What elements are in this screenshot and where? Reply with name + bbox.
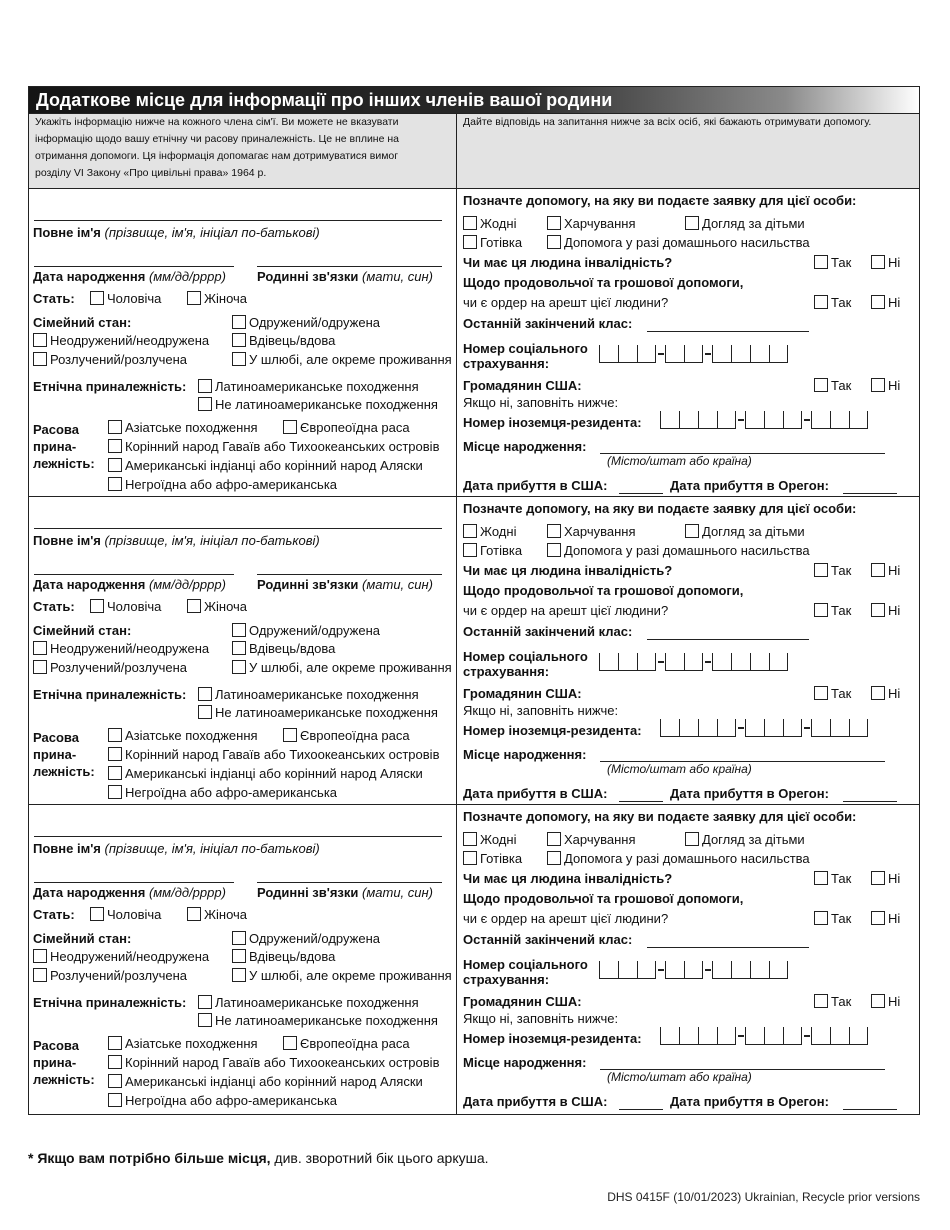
relationship-input[interactable] xyxy=(257,574,442,575)
race-native-option[interactable]: Американські індіанці або корінний народ Аляски xyxy=(108,458,423,473)
race-black-checkbox[interactable] xyxy=(108,785,122,799)
benefit-none-option[interactable]: Жодні xyxy=(463,832,516,847)
member-personal-info xyxy=(29,497,457,804)
disability-yes-checkbox[interactable] xyxy=(814,563,828,577)
benefit-dv-option[interactable]: Допомога у разі домашнього насильства xyxy=(547,543,810,558)
birthplace-hint: (Місто/штат або країна) xyxy=(607,762,752,776)
warrant-no-option[interactable]: Ні xyxy=(871,603,900,618)
dob-label: Дата народження (мм/дд/рррр) xyxy=(33,269,226,284)
warrant-no-option[interactable]: Ні xyxy=(871,295,900,310)
arrival-us-input[interactable] xyxy=(619,1109,663,1110)
relationship-label: Родинні зв'язки (мати, син) xyxy=(257,885,433,900)
benefits-apply-label: Позначте допомогу, на яку ви подаєте заявку для цієї особи: xyxy=(463,501,857,516)
benefit-dv-option[interactable]: Допомога у разі домашнього насильства xyxy=(547,851,810,866)
citizen-yes-option[interactable]: Так xyxy=(814,994,851,1009)
marital-divorced-option[interactable]: Розлучений/розлучена xyxy=(33,968,187,983)
race-label: Расова прина- лежність: xyxy=(33,422,95,471)
marital-married-option[interactable]: Одружений/одружена xyxy=(232,931,380,946)
disability-no-option[interactable]: Ні xyxy=(871,255,900,270)
benefit-cash-checkbox[interactable] xyxy=(463,235,477,249)
sex-male-option[interactable]: Чоловіча xyxy=(90,907,161,922)
grade-input[interactable] xyxy=(647,947,809,948)
race-asian-option[interactable]: Азіатське походження xyxy=(108,728,258,743)
birthplace-hint: (Місто/штат або країна) xyxy=(607,1070,752,1084)
sex-female-checkbox[interactable] xyxy=(187,599,201,613)
citizen-no-checkbox[interactable] xyxy=(871,994,885,1008)
race-black-option[interactable]: Негроїдна або афро-американська xyxy=(108,477,337,492)
benefit-childcare-option[interactable]: Догляд за дітьми xyxy=(685,832,805,847)
marital-single-option[interactable]: Неодружений/неодружена xyxy=(33,333,209,348)
race-white-checkbox[interactable] xyxy=(283,728,297,742)
if-no-note: Якщо ні, заповніть нижче: xyxy=(463,703,619,718)
sex-female-checkbox[interactable] xyxy=(187,907,201,921)
alien-number-input[interactable] xyxy=(660,411,868,429)
sex-row: Стать: xyxy=(33,599,75,614)
benefit-dv-checkbox[interactable] xyxy=(547,543,561,557)
full-name-label: Повне ім'я (прізвище, ім'я, ініціал по-батькові) xyxy=(33,533,320,548)
benefit-none-option[interactable]: Жодні xyxy=(463,216,516,231)
disability-yes-checkbox[interactable] xyxy=(814,255,828,269)
member-benefits-info xyxy=(457,189,919,496)
member-block xyxy=(29,805,919,1114)
race-black-checkbox[interactable] xyxy=(108,477,122,491)
marital-label: Сімейний стан: xyxy=(33,315,132,330)
member-personal-info xyxy=(29,189,457,496)
race-hawaiian-checkbox[interactable] xyxy=(108,1055,122,1069)
race-hawaiian-checkbox[interactable] xyxy=(108,439,122,453)
sex-male-checkbox[interactable] xyxy=(90,907,104,921)
alien-number-input[interactable] xyxy=(660,1027,868,1045)
member-personal-info xyxy=(29,805,457,1114)
arrival-us-label: Дата прибуття в США: xyxy=(463,478,608,493)
disability-question: Чи має ця людина інвалідність? xyxy=(463,255,673,270)
marital-single-option[interactable]: Неодружений/неодружена xyxy=(33,641,209,656)
ethnicity-label: Етнічна приналежність: xyxy=(33,687,187,702)
sex-female-option[interactable]: Жіноча xyxy=(187,907,247,922)
sex-female-option[interactable]: Жіноча xyxy=(187,291,247,306)
marital-divorced-option[interactable]: Розлучений/розлучена xyxy=(33,352,187,367)
ethnicity-non-hispanic-checkbox[interactable] xyxy=(198,397,212,411)
alien-number-label: Номер іноземця-резидента: xyxy=(463,723,642,738)
disability-no-checkbox[interactable] xyxy=(871,255,885,269)
disability-yes-option[interactable]: Так xyxy=(814,563,851,578)
ssn-label: Номер соціального страхування: xyxy=(463,649,588,679)
grade-label: Останній закінчений клас: xyxy=(463,932,633,947)
ethnicity-non-hispanic-checkbox[interactable] xyxy=(198,705,212,719)
arrival-oregon-label: Дата прибуття в Орегон: xyxy=(670,1094,829,1109)
benefit-childcare-option[interactable]: Догляд за дітьми xyxy=(685,524,805,539)
sex-male-checkbox[interactable] xyxy=(90,599,104,613)
if-no-note: Якщо ні, заповніть нижче: xyxy=(463,395,619,410)
form-title: Додаткове місце для інформації про інших членів вашої родини xyxy=(29,87,919,113)
instructions-row xyxy=(29,113,919,189)
additional-members-form xyxy=(28,86,920,1115)
warrant-yes-checkbox[interactable] xyxy=(814,911,828,925)
race-black-option[interactable]: Негроїдна або афро-американська xyxy=(108,1093,337,1108)
instructions-left xyxy=(29,114,457,188)
marital-married-option[interactable]: Одружений/одружена xyxy=(232,315,380,330)
dob-input[interactable] xyxy=(34,266,234,267)
arrival-us-label: Дата прибуття в США: xyxy=(463,786,608,801)
race-native-checkbox[interactable] xyxy=(108,1074,122,1088)
marital-single-checkbox[interactable] xyxy=(33,949,47,963)
arrival-us-label: Дата прибуття в США: xyxy=(463,1094,608,1109)
dob-input[interactable] xyxy=(34,882,234,883)
alien-number-input[interactable] xyxy=(660,719,868,737)
ethnicity-non-hispanic-checkbox[interactable] xyxy=(198,1013,212,1027)
marital-married-checkbox[interactable] xyxy=(232,623,246,637)
disability-yes-checkbox[interactable] xyxy=(814,871,828,885)
ethnicity-label: Етнічна приналежність: xyxy=(33,379,187,394)
warrant-question-line2: чи є ордер на арешт цієї людини? xyxy=(463,295,669,310)
relationship-input[interactable] xyxy=(257,882,442,883)
marital-single-checkbox[interactable] xyxy=(33,333,47,347)
race-asian-checkbox[interactable] xyxy=(108,728,122,742)
citizen-yes-option[interactable]: Так xyxy=(814,686,851,701)
birthplace-label: Місце народження: xyxy=(463,747,587,762)
warrant-question-line2: чи є ордер на арешт цієї людини? xyxy=(463,603,669,618)
citizen-no-option[interactable]: Ні xyxy=(871,378,900,393)
instruction-line: Укажіть інформацію нижче на кожного члена сім'ї. Ви можете не вказувати xyxy=(35,116,399,128)
warrant-question-line1: Щодо продовольчої та грошової допомоги, xyxy=(463,275,744,290)
marital-separated-checkbox[interactable] xyxy=(232,968,246,982)
dob-label: Дата народження (мм/дд/рррр) xyxy=(33,577,226,592)
alien-number-label: Номер іноземця-резидента: xyxy=(463,415,642,430)
warrant-question-line2: чи є ордер на арешт цієї людини? xyxy=(463,911,669,926)
member-benefits-info xyxy=(457,805,919,1114)
citizen-label: Громадянин США: xyxy=(463,378,582,393)
arrival-oregon-label: Дата прибуття в Орегон: xyxy=(670,478,829,493)
ethnicity-hispanic-option[interactable]: Латиноамериканське походження xyxy=(198,995,419,1010)
alien-number-label: Номер іноземця-резидента: xyxy=(463,1031,642,1046)
ethnicity-hispanic-option[interactable]: Латиноамериканське походження xyxy=(198,379,419,394)
benefit-cash-option[interactable]: Готівка xyxy=(463,851,522,866)
marital-single-option[interactable]: Неодружений/неодружена xyxy=(33,949,209,964)
benefit-childcare-checkbox[interactable] xyxy=(685,524,699,538)
arrival-us-input[interactable] xyxy=(619,801,663,802)
birthplace-label: Місце народження: xyxy=(463,1055,587,1070)
grade-input[interactable] xyxy=(647,331,809,332)
sex-male-option[interactable]: Чоловіча xyxy=(90,599,161,614)
marital-widowed-option[interactable]: Вдівець/вдова xyxy=(232,949,335,964)
race-label: Расова прина- лежність: xyxy=(33,1038,95,1087)
disability-no-option[interactable]: Ні xyxy=(871,871,900,886)
ethnicity-non-hispanic-option[interactable]: Не латиноамериканське походження xyxy=(198,1013,438,1028)
marital-widowed-option[interactable]: Вдівець/вдова xyxy=(232,641,335,656)
benefit-food-checkbox[interactable] xyxy=(547,216,561,230)
benefit-food-option[interactable]: Харчування xyxy=(547,524,636,539)
benefit-food-option[interactable]: Харчування xyxy=(547,216,636,231)
disability-no-option[interactable]: Ні xyxy=(871,563,900,578)
sex-male-checkbox[interactable] xyxy=(90,291,104,305)
citizen-label: Громадянин США: xyxy=(463,686,582,701)
arrival-oregon-input[interactable] xyxy=(843,801,897,802)
citizen-yes-checkbox[interactable] xyxy=(814,994,828,1008)
marital-widowed-option[interactable]: Вдівець/вдова xyxy=(232,333,335,348)
ethnicity-label: Етнічна приналежність: xyxy=(33,995,187,1010)
benefit-food-option[interactable]: Харчування xyxy=(547,832,636,847)
citizen-no-option[interactable]: Ні xyxy=(871,686,900,701)
race-asian-option[interactable]: Азіатське походження xyxy=(108,420,258,435)
race-hawaiian-option[interactable]: Корінний народ Гаваїв або Тихоокеанських островів xyxy=(108,1055,439,1070)
benefit-none-checkbox[interactable] xyxy=(463,216,477,230)
warrant-no-checkbox[interactable] xyxy=(871,603,885,617)
race-native-checkbox[interactable] xyxy=(108,458,122,472)
disability-no-checkbox[interactable] xyxy=(871,871,885,885)
marital-married-option[interactable]: Одружений/одружена xyxy=(232,623,380,638)
race-native-checkbox[interactable] xyxy=(108,766,122,780)
full-name-label: Повне ім'я (прізвище, ім'я, ініціал по-батькові) xyxy=(33,225,320,240)
race-white-checkbox[interactable] xyxy=(283,1036,297,1050)
marital-single-checkbox[interactable] xyxy=(33,641,47,655)
race-white-option[interactable]: Європеоїдна раса xyxy=(283,1036,410,1051)
marital-married-checkbox[interactable] xyxy=(232,931,246,945)
warrant-no-option[interactable]: Ні xyxy=(871,911,900,926)
disability-no-checkbox[interactable] xyxy=(871,563,885,577)
benefit-cash-checkbox[interactable] xyxy=(463,851,477,865)
warrant-yes-option[interactable]: Так xyxy=(814,911,851,926)
warrant-yes-option[interactable]: Так xyxy=(814,603,851,618)
race-hawaiian-checkbox[interactable] xyxy=(108,747,122,761)
ssn-label: Номер соціального страхування: xyxy=(463,957,588,987)
warrant-question-line1: Щодо продовольчої та грошової допомоги, xyxy=(463,891,744,906)
sex-female-checkbox[interactable] xyxy=(187,291,201,305)
warrant-yes-checkbox[interactable] xyxy=(814,603,828,617)
sex-row: Стать: xyxy=(33,291,75,306)
warrant-no-checkbox[interactable] xyxy=(871,911,885,925)
form-id: DHS 0415F (10/01/2023) Ukrainian, Recycle prior versions xyxy=(607,1190,920,1204)
arrival-oregon-label: Дата прибуття в Орегон: xyxy=(670,786,829,801)
benefit-cash-option[interactable]: Готівка xyxy=(463,235,522,250)
full-name-input[interactable] xyxy=(34,528,442,529)
marital-label: Сімейний стан: xyxy=(33,931,132,946)
race-white-option[interactable]: Європеоїдна раса xyxy=(283,420,410,435)
benefit-cash-option[interactable]: Готівка xyxy=(463,543,522,558)
race-label: Расова прина- лежність: xyxy=(33,730,95,779)
warrant-yes-checkbox[interactable] xyxy=(814,295,828,309)
benefit-dv-checkbox[interactable] xyxy=(547,235,561,249)
disability-question: Чи має ця людина інвалідність? xyxy=(463,871,673,886)
member-benefits-info xyxy=(457,497,919,804)
benefit-dv-checkbox[interactable] xyxy=(547,851,561,865)
marital-widowed-checkbox[interactable] xyxy=(232,333,246,347)
citizen-no-checkbox[interactable] xyxy=(871,686,885,700)
warrant-no-checkbox[interactable] xyxy=(871,295,885,309)
instructions-right: Дайте відповідь на запитання нижче за всіх осіб, які бажають отримувати допомогу. xyxy=(463,116,872,128)
marital-divorced-checkbox[interactable] xyxy=(33,968,47,982)
instruction-line: інформацію щодо вашу етнічну чи расову приналежність. Це не вплине на xyxy=(35,133,399,145)
ssn-input[interactable] xyxy=(599,345,788,363)
marital-label: Сімейний стан: xyxy=(33,623,132,638)
race-white-option[interactable]: Європеоїдна раса xyxy=(283,728,410,743)
marital-separated-option[interactable]: У шлюбі, але окреме проживання xyxy=(232,968,452,983)
arrival-oregon-input[interactable] xyxy=(843,1109,897,1110)
arrival-us-input[interactable] xyxy=(619,493,663,494)
benefits-apply-label: Позначте допомогу, на яку ви подаєте заявку для цієї особи: xyxy=(463,809,857,824)
warrant-yes-option[interactable]: Так xyxy=(814,295,851,310)
marital-widowed-checkbox[interactable] xyxy=(232,949,246,963)
race-black-option[interactable]: Негроїдна або афро-американська xyxy=(108,785,337,800)
relationship-input[interactable] xyxy=(257,266,442,267)
instruction-line: отримання допомоги. Ця інформація допомагає нам дотримуватися вимог xyxy=(35,150,399,162)
dob-label: Дата народження (мм/дд/рррр) xyxy=(33,885,226,900)
marital-divorced-checkbox[interactable] xyxy=(33,352,47,366)
citizen-no-checkbox[interactable] xyxy=(871,378,885,392)
ssn-input[interactable] xyxy=(599,961,788,979)
arrival-oregon-input[interactable] xyxy=(843,493,897,494)
race-asian-checkbox[interactable] xyxy=(108,1036,122,1050)
footnote: * Якщо вам потрібно більше місця, див. зворотний бік цього аркуша. xyxy=(28,1150,489,1166)
marital-widowed-checkbox[interactable] xyxy=(232,641,246,655)
citizen-yes-checkbox[interactable] xyxy=(814,686,828,700)
marital-separated-option[interactable]: У шлюбі, але окреме проживання xyxy=(232,352,452,367)
citizen-yes-option[interactable]: Так xyxy=(814,378,851,393)
sex-male-option[interactable]: Чоловіча xyxy=(90,291,161,306)
marital-married-checkbox[interactable] xyxy=(232,315,246,329)
benefit-food-checkbox[interactable] xyxy=(547,832,561,846)
marital-separated-checkbox[interactable] xyxy=(232,660,246,674)
race-native-option[interactable]: Американські індіанці або корінний народ Аляски xyxy=(108,766,423,781)
ethnicity-non-hispanic-option[interactable]: Не латиноамериканське походження xyxy=(198,397,438,412)
marital-separated-checkbox[interactable] xyxy=(232,352,246,366)
ethnicity-non-hispanic-option[interactable]: Не латиноамериканське походження xyxy=(198,705,438,720)
sex-row: Стать: xyxy=(33,907,75,922)
benefit-childcare-checkbox[interactable] xyxy=(685,832,699,846)
ssn-label: Номер соціального страхування: xyxy=(463,341,588,371)
birthplace-hint: (Місто/штат або країна) xyxy=(607,454,752,468)
marital-separated-option[interactable]: У шлюбі, але окреме проживання xyxy=(232,660,452,675)
grade-label: Останній закінчений клас: xyxy=(463,316,633,331)
benefit-childcare-option[interactable]: Догляд за дітьми xyxy=(685,216,805,231)
dob-input[interactable] xyxy=(34,574,234,575)
benefit-childcare-checkbox[interactable] xyxy=(685,216,699,230)
race-hawaiian-option[interactable]: Корінний народ Гаваїв або Тихоокеанських островів xyxy=(108,747,439,762)
ssn-input[interactable] xyxy=(599,653,788,671)
ethnicity-hispanic-checkbox[interactable] xyxy=(198,379,212,393)
grade-input[interactable] xyxy=(647,639,809,640)
race-native-option[interactable]: Американські індіанці або корінний народ Аляски xyxy=(108,1074,423,1089)
member-block xyxy=(29,497,919,805)
disability-question: Чи має ця людина інвалідність? xyxy=(463,563,673,578)
benefit-none-option[interactable]: Жодні xyxy=(463,524,516,539)
citizen-label: Громадянин США: xyxy=(463,994,582,1009)
ethnicity-hispanic-option[interactable]: Латиноамериканське походження xyxy=(198,687,419,702)
ethnicity-hispanic-checkbox[interactable] xyxy=(198,687,212,701)
marital-divorced-checkbox[interactable] xyxy=(33,660,47,674)
benefit-cash-checkbox[interactable] xyxy=(463,543,477,557)
disability-yes-option[interactable]: Так xyxy=(814,255,851,270)
relationship-label: Родинні зв'язки (мати, син) xyxy=(257,269,433,284)
ethnicity-hispanic-checkbox[interactable] xyxy=(198,995,212,1009)
benefit-dv-option[interactable]: Допомога у разі домашнього насильства xyxy=(547,235,810,250)
marital-divorced-option[interactable]: Розлучений/розлучена xyxy=(33,660,187,675)
full-name-label: Повне ім'я (прізвище, ім'я, ініціал по-батькові) xyxy=(33,841,320,856)
relationship-label: Родинні зв'язки (мати, син) xyxy=(257,577,433,592)
if-no-note: Якщо ні, заповніть нижче: xyxy=(463,1011,619,1026)
race-asian-checkbox[interactable] xyxy=(108,420,122,434)
citizen-yes-checkbox[interactable] xyxy=(814,378,828,392)
full-name-input[interactable] xyxy=(34,220,442,221)
race-white-checkbox[interactable] xyxy=(283,420,297,434)
race-asian-option[interactable]: Азіатське походження xyxy=(108,1036,258,1051)
birthplace-label: Місце народження: xyxy=(463,439,587,454)
race-black-checkbox[interactable] xyxy=(108,1093,122,1107)
grade-label: Останній закінчений клас: xyxy=(463,624,633,639)
warrant-question-line1: Щодо продовольчої та грошової допомоги, xyxy=(463,583,744,598)
disability-yes-option[interactable]: Так xyxy=(814,871,851,886)
benefits-apply-label: Позначте допомогу, на яку ви подаєте заявку для цієї особи: xyxy=(463,193,857,208)
full-name-input[interactable] xyxy=(34,836,442,837)
member-block xyxy=(29,189,919,497)
benefit-food-checkbox[interactable] xyxy=(547,524,561,538)
citizen-no-option[interactable]: Ні xyxy=(871,994,900,1009)
member-blocks xyxy=(29,189,919,1114)
race-hawaiian-option[interactable]: Корінний народ Гаваїв або Тихоокеанських островів xyxy=(108,439,439,454)
instruction-line: розділу VI Закону «Про цивільні права» 1964 р. xyxy=(35,167,267,179)
benefit-none-checkbox[interactable] xyxy=(463,832,477,846)
benefit-none-checkbox[interactable] xyxy=(463,524,477,538)
sex-female-option[interactable]: Жіноча xyxy=(187,599,247,614)
